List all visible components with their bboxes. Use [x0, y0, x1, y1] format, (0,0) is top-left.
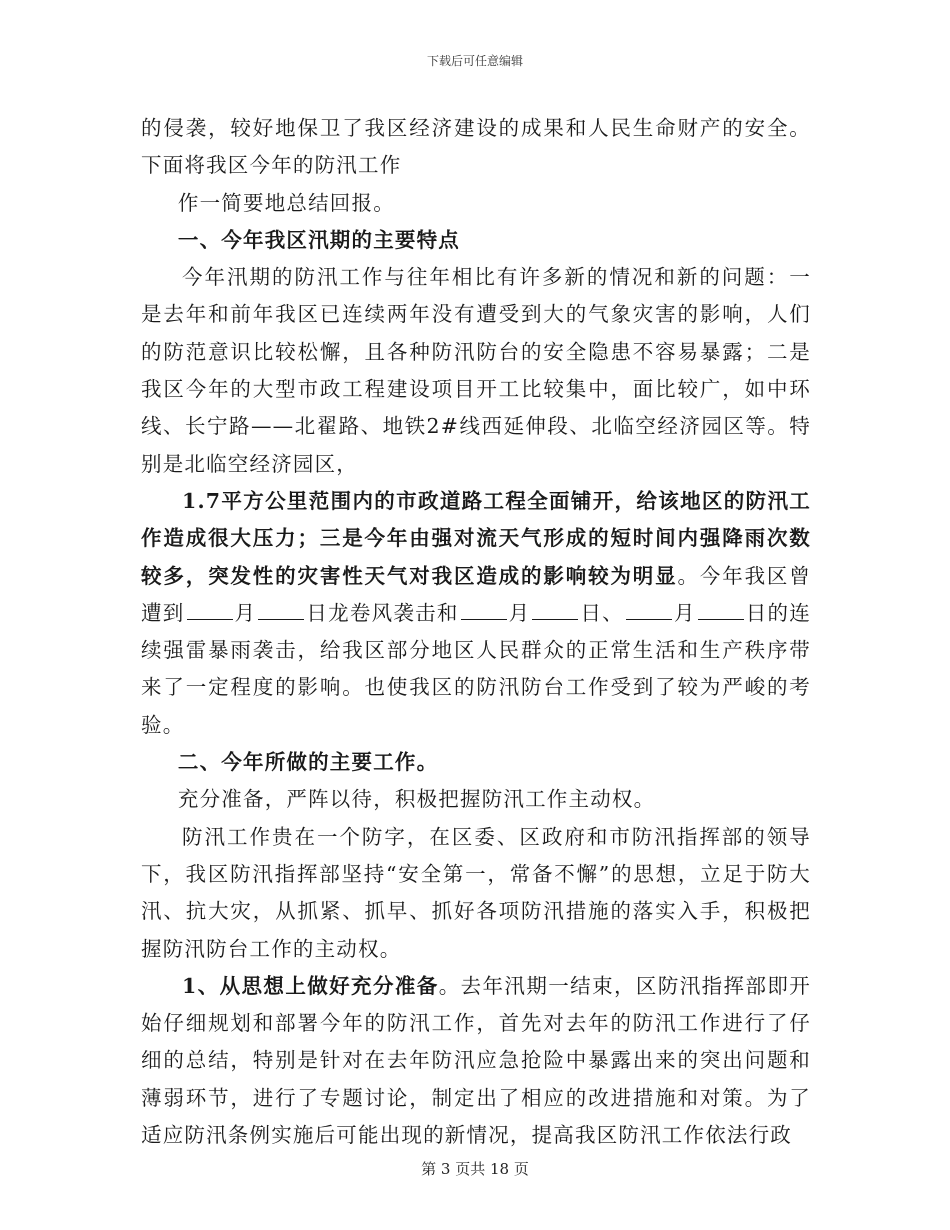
- paragraph: 充分准备，严阵以待，积极把握防汛工作主动权。: [177, 787, 656, 812]
- section-heading: 二、今年所做的主要工作。: [177, 750, 439, 775]
- paragraph: 作一简要地总结回报。: [177, 190, 395, 215]
- page-footer: 第 3 页共 18 页: [421, 1160, 529, 1178]
- paragraph: 防汛工作贵在一个防字，在区委、区政府和市防汛指挥部的领导下，我区防汛指挥部坚持“安全第一，常备不懈”的思想，立足于防大汛、抗大灾，从抓紧、抓早、抓好各项防汛措施的落实入手，积极把握防汛防台工作的主动权。: [141, 824, 811, 961]
- text-run: 月: [508, 600, 531, 625]
- document-body: [141, 110, 811, 1154]
- fill-blank: [532, 601, 578, 620]
- text-run: 月: [673, 600, 696, 625]
- text-run: 。去年汛期一结束，区防汛指挥部即开始仔细规划和部署今年的防汛工作，首先对去年的防汛工作进行了仔细的总结，特别是针对在去年防汛应急抢险中暴露出来的突出问题和薄弱环节，进行了专题讨论，制定出了相应的改进措施和对策。为了适应防汛条例实施后可能出现的新情况，提高我区防汛工作依法行政: [141, 973, 811, 1148]
- bold-text: 1、从思想上做好充分准备: [182, 973, 439, 998]
- text-run: 日、: [580, 600, 624, 625]
- section-heading: 一、今年我区汛期的主要特点: [177, 227, 460, 252]
- text-run: 日的连续强雷暴雨袭击，给我区部分地区人民群众的正常生活和生产秩序带来了一定程度的影响。也使我区的防汛防台工作受到了较为严峻的考验。: [141, 600, 811, 737]
- text-run: 日龙卷风袭击和: [306, 600, 459, 625]
- fill-blank: [461, 601, 507, 620]
- bold-text: 1.7平方公里范围内的市政道路工程全面铺开，给该地区的防汛工作造成很大压力；三是今年由强对流天气形成的短时间内强降雨次数较多，突发性的灾害性天气对我区造成的影响较为明显: [141, 488, 811, 588]
- paragraph: [141, 968, 811, 1154]
- fill-blank: [258, 601, 304, 620]
- text-run: 月: [234, 600, 257, 625]
- fill-blank: [626, 601, 672, 620]
- paragraph: 今年汛期的防汛工作与往年相比有许多新的情况和新的问题：一是去年和前年我区已连续两年没有遭受到大的气象灾害的影响，人们的防范意识比较松懈，且各种防汛防台的安全隐患不容易暴露；二是我区今年的大型市政工程建设项目开工比较集中，面比较广，如中环线、长宁路——北翟路、地铁2#线西延伸段、北临空经济园区等。特别是北临空经济园区，: [141, 265, 811, 476]
- paragraph: [141, 483, 811, 744]
- paragraph: 的侵袭，较好地保卫了我区经济建设的成果和人民生命财产的安全。下面将我区今年的防汛工作: [141, 116, 811, 178]
- page-header: 下载后可任意编辑: [426, 54, 523, 68]
- fill-blank: [698, 601, 744, 620]
- fill-blank: [187, 601, 233, 620]
- text-run: 。今年我区曾遭到: [141, 563, 811, 625]
